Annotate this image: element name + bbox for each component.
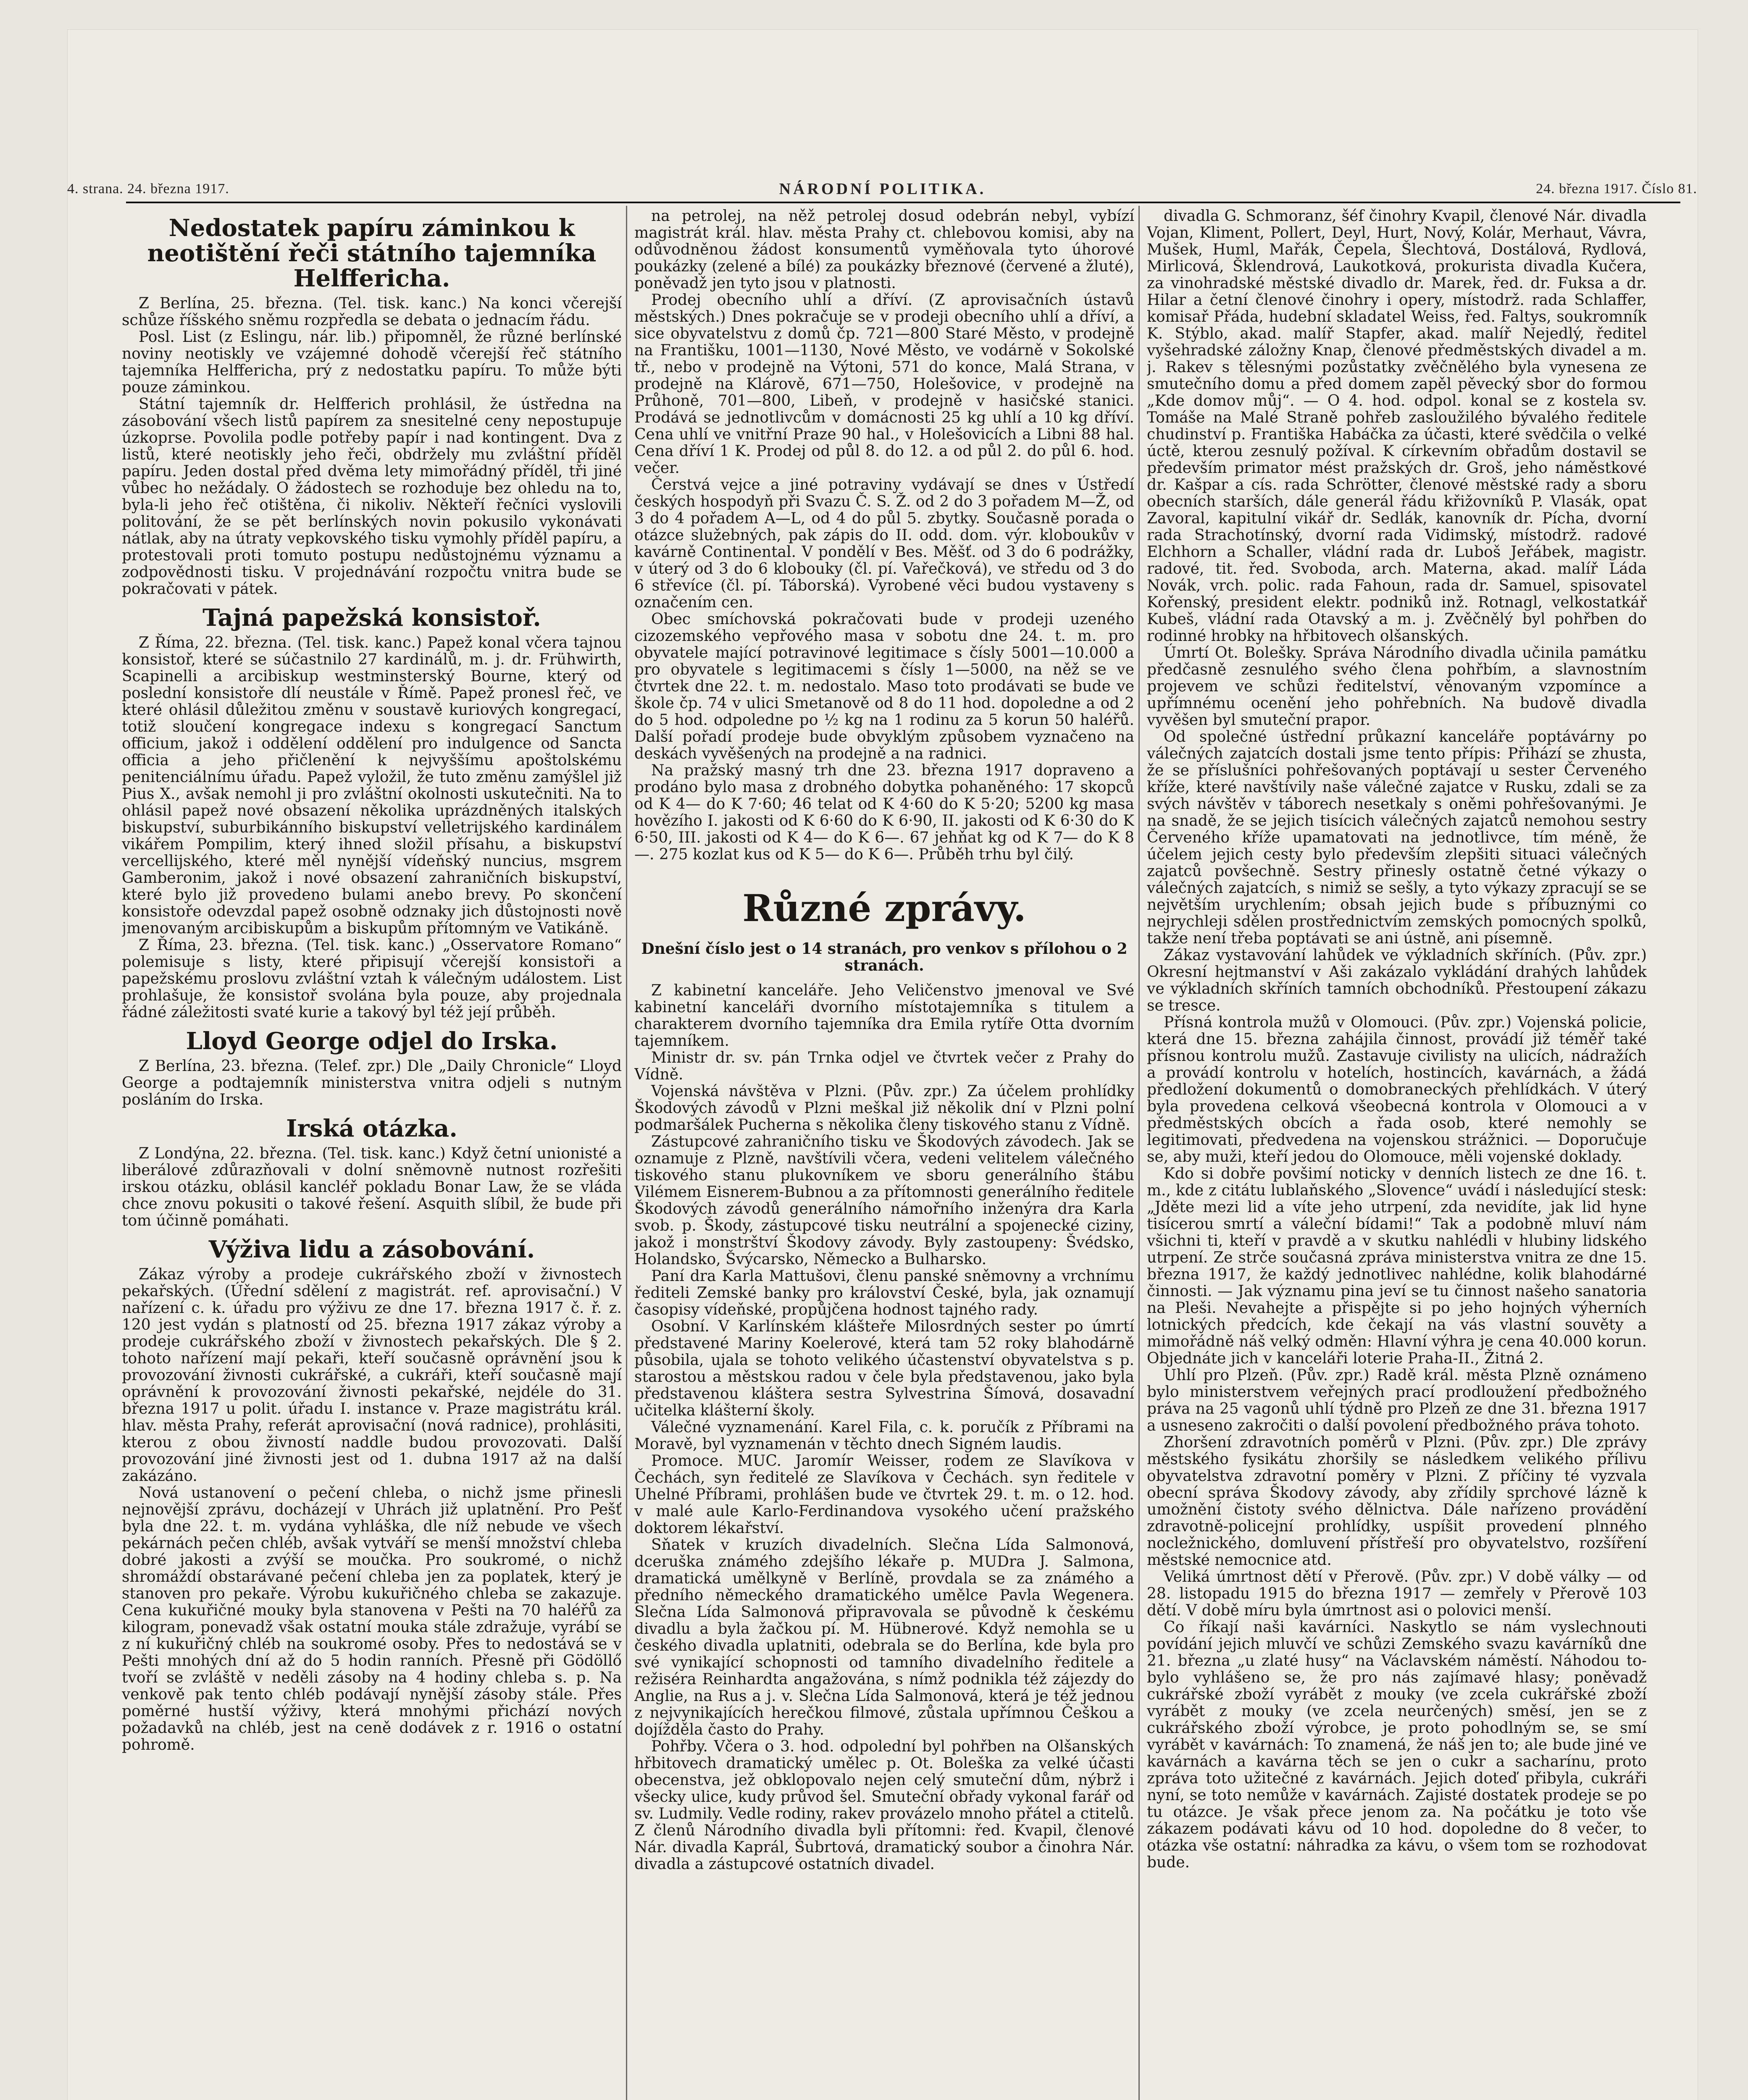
article-paragraph: Z Berlína, 25. března. (Tel. tisk. kanc.) Na konci včerejší schůze říšského sněmu rozpředla se debata o jednacím řádu. (122, 295, 622, 329)
article-paragraph: Sňatek v kruzích divadelních. Slečna Lída Salmonová, dceruška známého zdejšího lékaře p. MUDra J. Salmona, dramatická umělkyně v Berlíně, provdala se za známého a předního německého dramatického umělce Pavla Wegenera. Slečna Lída Salmonová připravovala se původně k českému divadlu a byla žačkou pí. M. Hübnerové. Když nemohla se u českého divadla uplatniti, odebrala se do Berlína, kde byla pro své vynikající schopnosti od tamního divadelního ředitele a režiséra Reinhardta angažována, s nímž podnikla též zájezdy do Anglie, na Rus a j. v. Slečna Lída Salmonová, která je též jednou z nejvynikajících herečkou filmové, zůstala upřímnou Češkou a dojížděla často do Prahy. (634, 1536, 1134, 1738)
article-paragraph: Zákaz výroby a prodeje cukrářského zboží v živnostech pekařských. (Úřední sdělení z magistrát. ref. aprovisační.) V nařízení c. k. úřadu pro výživu ze dne 17. března 1917 č. ř. z. 120 jest vydán s platností od 25. března 1917 zákaz výroby a prodeje cukrářského zboží v živnostech pekařských. Dle § 2. tohoto nařízení mají pekaři, kteří současně oprávnění jsou k provozování živnosti cukrářské, a cukráři, kteří současně mají oprávnění k provozování živnosti pekařské, nejdéle do 31. března 1917 u polit. úřadu I. instance v. Praze magistrátu král. hlav. města Prahy, referát aprovisační (nová radnice), prohlásiti, kterou z obou živností naddle budou provozovati. Další provozování jiné živnosti jest od 1. dubna 1917 až na další zakázáno. (122, 1266, 622, 1485)
header-date-left: 4. strana. 24. března 1917. (67, 181, 229, 197)
article-paragraph: Pohřby. Včera o 3. hod. odpolední byl pohřben na Olšanských hřbitovech dramatický umělec p. Ot. Boleška za velké účasti obecenstva, jež obklopovalo nejen celý smuteční dům, nýbrž i všecky ulice, kudy průvod šel. Smuteční obřady vykonal farář od sv. Ludmily. Vedle rodiny, rakev provázelo mnoho přátel a ctitelů. Z členů Národního divadla byli přítomni: řed. Kvapil, členové Nár. divadla Kaprál, Šubrtová, dramatický soubor a činohra Nár. divadla a zástupcové ostatních divadel. (634, 1738, 1134, 1873)
article-paragraph: Nová ustanovení o pečení chleba, o nichž jsme přinesli nejnovější zprávu, docházejí v Uhrách již uplatnění. Pro Pešť byla dne 22. t. m. vydána vyhláška, dle níž nebude ve všech pekárnách pečen chléb, avšak vytváří se menší množství chleba dobré jakosti a zvýší se moučka. Pro soukromé, o nichž shromáždí obstarávané pečení chleba jen za poplatek, který je stanoven pro pekaře. Výrobu kukuřičného chleba se zakazuje. Cena kukuřičné mouky byla stanovena v Pešti na 70 haléřů za kilogram, ponevadž však ostatní mouka stále zdražuje, vyrábí se z ní kukuřičný chléb na soukromé osoby. Přes to nedostává se v Pešti mnohých dní až do 5 hodin ranních. Přesně při Gödöllő tvoří se zvláště v neděli zásoby na 4 hodiny chleba s. p. Na venkově pak tento chléb podávají nynější zásoby stále. Přes poměrné hustší výživy, která mnohými přichází nových požadavků na chléb, jest na ceně dodávek z r. 1916 o ostatní pohromě. (122, 1484, 622, 1754)
edition-note: Dnešní číslo jest o 14 stranách, pro venkov s přílohou o 2 stranách. (641, 940, 1128, 974)
headline-lloyd-george: Lloyd George odjel do Irska. (186, 1027, 558, 1055)
article-paragraph: Z kabinetní kanceláře. Jeho Veličenstvo jmenoval ve Své kabinetní kanceláři dvorního místotajemníka s titulem a charakterem dvorního tajemníka dra Emila rytíře Otta dvorním tajemníkem. (634, 982, 1134, 1050)
headline-consistory: Tajná papežská konsistoř. (202, 604, 541, 632)
article-paragraph: Paní dra Karla Mattušovi, členu panské sněmovny a vrchnímu řediteli Zemské banky pro království České, byla, jak oznamují časopisy vídeňské, propůjčena hodnost tajného rady. (634, 1268, 1134, 1318)
article-paragraph: Zástupcové zahraničního tisku ve Škodových závodech. Jak se oznamuje z Plzně, navštívili včera, vedeni velitelem válečného tiskového stanu plukovníkem ve sboru generálního štábu Vilémem Eisnerem-Bubnou a za přítomnosti generálního ředitele Škodových závodů generálního námořního inženýra dra Karla svob. p. Škody, zástupcové tisku neutrální a spojenecké ciziny, jakož i monstrštví Škodovy závody. Byly zastoupeny: Švédsko, Holandsko, Švýcarsko, Německo a Bulharsko. (634, 1133, 1134, 1268)
column-1 (122, 208, 622, 2100)
header-rule (126, 202, 1680, 203)
article-paragraph: Vojenská návštěva v Plzni. (Pův. zpr.) Za účelem prohlídky Škodových závodů v Plzni meškal již několik dní v Plzni polní podmaršálek Pucherna s několika členy tiskového stanu z Vídně. (634, 1083, 1134, 1134)
article-paragraph: Čerstvá vejce a jiné potraviny vydávají se dnes v Ústředí českých hospodyň při Svazu Č. S. Ž. od 2 do 3 pořadem M—Ž, od 3 do 4 pořadem A—L, od 4 do půl 5. zbytky. Současně porada o otázce služebných, pak zápis do II. odd. dom. výr. kloboukův v kavárně Continental. V pondělí v Bes. Měšť. od 3 do 6 podrážky, v úterý od 3 do 6 klobouky (čl. pí. Vařečková), ve středu od 3 do 6 střevíce (čl. pí. Táborská). Vyrobené věci budou vystaveny s označením cen. (634, 476, 1134, 611)
column-divider-1 (626, 206, 627, 2100)
column-3 (1147, 208, 1647, 2100)
article-paragraph: Veliká úmrtnost dětí v Přerově. (Pův. zpr.) V době války — od 28. listopadu 1915 do března 1917 — zemřely v Přerově 103 dětí. V době míru byla úmrtnost asi o polovici menší. (1147, 1568, 1647, 1619)
article-paragraph: Válečné vyznamenání. Karel Fila, c. k. poručík z Příbrami na Moravě, byl vyznamenán v těchto dnech Signém laudis. (634, 1419, 1134, 1453)
headline-irish-question: Irská otázka. (286, 1115, 457, 1142)
masthead-title: NÁRODNÍ POLITIKA. (779, 180, 986, 198)
article-paragraph: Promoce. MUC. Jaromír Weisser, rodem ze Slavíkova v Čechách, syn ředitelé ze Slavíkova v Čechách. syn ředitele v Uhelné Příbrami, prohlášen bude ve čtvrtek 29. t. m. o 12. hod. v malé aule Karlo-Ferdinandova vysokého učení pražského doktorem lékařství. (634, 1452, 1134, 1537)
article-paragraph: Státní tajemník dr. Helfferich prohlásil, že ústředna na zásobování všech listů papírem za snesitelné ceny nepostupuje úzkoprse. Povolila podle potřeby papír i nad kontingent. Dva z listů, které neotiskly jeho řeči, obdržely mu zvláštní příděl papíru. Jeden dostal před dvěma lety mimořádný příděl, tři jiné vůbec ho nežádaly. O žádostech se rozhoduje bez ohledu na to, byla-li jeho řeč otištěna, či nikoliv. Někteří řečníci vyslovili politování, že se pět berlínských novin pokusilo vykonávati nátlak, aby na útraty vepkovského tisku vymohly příděl papíru, a protestovali proti tomuto postupu nedůstojnému významu a zodpovědnosti tisku. V projednávání rozpočtu vnitra bude se pokračovati v pátek. (122, 396, 622, 598)
section-headline-various-news: Různé zprávy. (742, 886, 1026, 930)
article-paragraph: Od společné ústřední průkazní kanceláře poptávárny po válečných zajatcích dostali jsme tento přípis: Přihází se zhusta, že se příslušníci pohřešovaných poptávají u sester Červeného kříže, které navštívily naše válečné zajatce v Rusku, zdali se za svých návštěv v táborech nesetkaly s oněmi pohřešovanými. Je na snadě, že se jejich tisícich válečných zajatců nemohou sestry Červeného kříže upamatovati na jednotlivce, tím méně, že účelem jejich cesty bylo především zlepšiti situaci válečných zajatců povšechně. Sestry přinesly ostatně četné výkazy o válečných zajatcích, s nimiž se sešly, a tyto výkazy zpracují se se největším urychlením; obsah jejich bude s příbuznými co nejrychleji sdělen prostřednictvím zemských pomocných spolků, takže není třeba poptávati se ani ústně, ani písemně. (1147, 728, 1647, 947)
headline-paper-shortage: Nedostatek papíru záminkou k neotištění řeči státního tajemníka Helffericha. (147, 214, 597, 292)
article-paragraph: Ministr dr. sv. pán Trnka odjel ve čtvrtek večer z Prahy do Vídně. (634, 1049, 1134, 1083)
article-paragraph: Zhoršení zdravotních poměrů v Plzni. (Pův. zpr.) Dle zprávy městského fysikátu zhoršily se následkem velikého přílivu obyvatelstva zdravotní poměry v Plzni. Z příčiny té vyzvala obecní správa Škodovy závody, aby zřídily sprchové lázně k umožnění čistoty svého dělnictva. Dále nařízeno provádění zdravotně-policejní prohlídky, uspíšit provedení plnného nocležnického, domluvení přístřeší pro obyvatelstvo, rozšíření městské nemocnice atd. (1147, 1434, 1647, 1569)
article-paragraph: Na pražský masný trh dne 23. března 1917 dopraveno a prodáno bylo masa z drobného dobytka pohaněného: 17 skopců od K 4— do K 7·60; 46 telat od K 4·60 do K 5·20; 5200 kg masa hovězího I. jakosti od K 6·60 do K 6·90, II. jakosti od K 6·30 do K 6·50, III. jakosti od K 4— do K 6—. 67 jehňat kg od K 7— do K 8—. 275 kozlat kus od K 5— do K 6—. Průběh trhu byl čilý. (634, 762, 1134, 863)
article-paragraph: na petrolej, na něž petrolej dosud odebrán nebyl, vybízí magistrát král. hlav. města Prahy ct. chlebovou komisi, aby na odůvodněnou žádost konsumentů vyměňovala tyto úhorové poukázky (zelené a bílé) za poukázky březnové (červené a žluté), poněvadž jen tyto jsou v platnosti. (634, 208, 1134, 292)
article-paragraph: Prodej obecního uhlí a dříví. (Z aprovisačních ústavů městských.) Dnes pokračuje se v prodeji obecního uhlí a dříví, a sice obyvatelstvu z domů čp. 721—800 Staré Město, v prodejně na Františku, 1001—1130, Nové Město, ve vodárně v Sokolské tř., nebo v prodejně na Výtoni, 571 do konce, Malá Strana, v prodejně na Klárově, 671—750, Holešovice, v prodejně na Průhoně, 701—800, Libeň, v prodejně v hasičské stanici. Prodává se jednotlivcům v domácnosti 25 kg uhlí a 10 kg dříví. Cena uhlí ve vnitřní Praze 90 hal., v Holešovicích a Libni 88 hal. Cena dříví 1 K. Prodej od půl 8. do 12. a od půl 2. do půl 6. hod. večer. (634, 291, 1134, 477)
column-2 (634, 208, 1134, 2100)
article-paragraph: Zákaz vystavování lahůdek ve výkladních skříních. (Pův. zpr.) Okresní hejtmanství v Aši zakázalo vykládání drahých lahůdek ve výkladních skříních tamních obchodníků. Přestoupení zákazu se tresce. (1147, 947, 1647, 1014)
header-date-right: 24. března 1917. Číslo 81. (1536, 181, 1697, 197)
article-paragraph: Přísná kontrola mužů v Olomouci. (Pův. zpr.) Vojenská policie, která dne 15. března zahájila činnost, provádí již téměř také přísnou kontrolu mužů. Zastavuje civilisty na ulicích, nádražích a provádí kontrolu v hotelích, hostincích, kavárnách, a žádá předložení dokumentů o domobraneckých přehlídkách. V úterý byla provedena celková všeobecná kontrola v Olomouci a v předměstských obcích a řada osob, které nemohly se legitimovati, předvedena na vojenskou strážnici. — Doporučuje se, aby muži, kteří jedou do Olomouce, měli vojenské doklady. (1147, 1014, 1647, 1166)
article-paragraph: Kdo si dobře povšimí noticky v denních listech ze dne 16. t. m., kde z citátu lublaňského „Slovence“ uvádí i následující stesk: „Jděte mezi lid a víte jeho utrpení, zda nevidíte, jak lid hyne tisícerou smrtí a váleční bídami!“ Tak a podobně mluví nám všichni ti, kteří v pravdě a v skutku nahlédli v hlubiny lidského utrpení. Ze strče současná zpráva ministerstva vnitra ze dne 15. března 1917, že každý jednotlivec nahlédne, kolik blahodárné činnosti. — Jak významu pina jeví se tu činnost našeho sanatoria na Pleši. Nevahejte a přispějte si po jeho hojných výherních lotnických předcích, kde čekají na vás vlastní souvěty a mimořádně náš velký odměn: Hlavní výhra je cena 40.000 korun. Objednáte jich v kanceláři loterie Praha-II., Žitná 2. (1147, 1165, 1647, 1367)
article-paragraph: divadla G. Schmoranz, šéf činohry Kvapil, členové Nár. divadla Vojan, Kliment, Pollert, Deyl, Hurt, Nový, Kolár, Merhaut, Vávra, Mušek, Huml, Mařák, Čepela, Šlechtová, Dostálová, Rydlová, Mirlicová, Šklendrová, Laukotková, prokurista divadla Kučera, za vinohradské městské divadlo dr. Marek, řed. dr. Fuksa a dr. Hilar a četní členové činohry i opery, místodrž. rada Schlaffer, komisař Přáda, hudební skladatel Weiss, řed. Faltys, soukromník K. Stýblo, akad. malíř Stapfer, akad. malíř Nejedlý, ředitel vyšehradské záložny Knap, členové předměstských divadel a m. j. Rakev s tělesnými pozůstatky zvěčnělého byla vynesena ze smutečního domu a před domem zapěl pěvecký sbor do formou „Kde domov můj“. — O 4. hod. odpol. konal se z kostela sv. Tomáše na Malé Straně pohřeb zasloužilého bývalého ředitele chudinství p. Františka Habáčka za účasti, které svědčila o velké úctě, kterou zesnulý požíval. K církevním obřadům dostavil se především primator mést pražských dr. Groš, jeho náměstkové dr. Kašpar a cís. rada Schrötter, členové městské rady a sboru obecních starších, dále generál řádu křižovníků P. Vlasák, opat Zavoral, kapitulní vikář dr. Sedlák, kanovník dr. Pícha, dvorní rada Strachotínský, dvorní rada Vidimský, místodrž. radové Elchhorn a Schaller, vládní rada dr. Luboš Jeřábek, magistr. radové, tit. řed. Svoboda, arch. Materna, akad. malíř Láda Novák, vrch. polic. rada Fahoun, rada dr. Samuel, spisovatel Kořenský, president elektr. podniků inž. Rotnagl, velkostatkář Kubeš, vládní rada Otavský a m. j. Zvěčnělý byl pohřben do rodinné hrobky na hřbitovech olšanských. (1147, 208, 1647, 645)
article-paragraph: Co říkají naši kavárníci. Naskytlo se nám vyslechnouti povídání jejich mluvčí ve schůzi Zemského svazu kavárníků dne 21. března „u zlaté husy“ na Václavském náměstí. Náhodou to-bylo vyhlášeno se, že pro nás zajímavé hlasy; poněvadž cukrářské zboží vyrábět z mouky (ve zcela cukrářské zboží vyrábět z mouky (ve zcela neurčených) směsí, jen se z cukrářského zboží výrobce, je proto pohodlným se, se smí vyrábět v kavárnách: To znamená, že náš jen to; ale bude jiné ve kavárnách a kavárna těch se jen o cukr a sacharínu, proto zpráva toto užitečné z kavárnách. Jejich doteď přibyla, cukráři nyní, se toto nemůže v kavárnách. Zajisté dostatek prodeje se po tu otázce. Je však přece jenom za. Na počátku je toto vše zákazem podávati kávu od 10 hod. dopoledne do 8 večer, to otázka vše ostatní: náhradka za kávu, o všem tom se rozhodovat bude. (1147, 1619, 1647, 1871)
article-paragraph: Z Říma, 22. března. (Tel. tisk. kanc.) Papež konal včera tajnou konsistoř, které se súčastnilo 27 kardinálů, m. j. dr. Frühwirth, Scapinelli a arcibiskup westminsterský Bourne, který od poslední konsistoře dlí neustále v Římě. Papež pronesl řeč, ve které ohlásil důležitou změnu v soustavě kuriových kongregací, totiž sloučení kongregace indexu s kongregací Sanctum officium, jakož i oddělení oddělení pro indulgence od Sancta officia a jeho přičlenění k nejvyššímu apoštolskému penitenciálnímu úřadu. Papež vyložil, že tuto změnu zamýšlel již Pius X., avšak nemohl ji pro zvláštní okolnosti uskutečniti. Na to ohlásil papež nové obsazení několika uprázdněných italských biskupství, suburbikánního biskupství velletrijského kardinálem vikářem Pompilim, který ihned složil přísahu, a biskupství vercellijského, které měl nynější vídeňský nuncius, msgrem Gamberonim, jakož i nové obsazení zahraničních biskupství, které bylo již provedeno bulami anebo brevy. Po skončení konsistoře odevzdal papež osobně odznaky jich důstojnosti nově jmenovaným arcibiskupům a biskupům přítomným ve Vatikáně. (122, 634, 622, 937)
article-paragraph: Osobní. V Karlínském klášteře Milosrdných sester po úmrtí představené Mariny Koelerové, která tam 52 roky blahodárně působila, ujala se tohoto velikého účastenství obyvatelstva s p. starostou a městskou radou v čele byla představenou, jako byla představenou kláštera sestra Sylvestrina Šímová, dosavadní učitelka klášterní školy. (634, 1318, 1134, 1419)
article-paragraph: Uhlí pro Plzeň. (Pův. zpr.) Radě král. města Plzně oznámeno bylo ministerstvem veřejných prací prodloužení předbožného práva na 25 vagonů uhlí týdně pro Plzeň ze dne 31. března 1917 a usneseno zakročiti o další povolení předbožného práva tohoto. (1147, 1367, 1647, 1434)
article-paragraph: Z Berlína, 23. března. (Telef. zpr.) Dle „Daily Chronicle“ Lloyd George a podtajemník ministerstva vnitra odjeli s nutným posláním do Irska. (122, 1058, 622, 1108)
headline-food-supply: Výživa lidu a zásobování. (208, 1236, 535, 1263)
page-header (67, 176, 1697, 202)
article-paragraph: Z Říma, 23. března. (Tel. tisk. kanc.) „Osservatore Romano“ polemisuje s listy, které připisují včerejší konsistoři a papežskému proslovu zvláštní vztah k válečným událostem. List prohlašuje, že konsistoř svolána byla pouze, aby projednala řádné záležitosti svaté kurie a takový byl též její průběh. (122, 937, 622, 1021)
article-paragraph: Posl. List (z Eslingu, nár. lib.) připomněl, že různé berlínské noviny neotiskly ve vzájemné dohodě včerejší řeč státního tajemníka Helffericha, prý z nedostatku papíru. To může býti pouze záminkou. (122, 328, 622, 396)
article-paragraph: Úmrtí Ot. Bolešky. Správa Národního divadla učinila památku předčasně zesnulého svého člena pohřbím, a slavnostním projevem ve schůzi ředitelství, věnovaným vzpomínce a upřímnému ocenění jeho pohřebních. Na budově divadla vyvěšen byl smuteční prapor. (1147, 644, 1647, 729)
article-paragraph: Z Londýna, 22. března. (Tel. tisk. kanc.) Když četní unionisté a liberálové zdůrazňovali v dolní sněmovně nutnost rozřešiti irskou otázku, oblásil kancléř pokladu Bonar Law, že se vláda chce znovu pokusiti o takové řešení. Asquith slíbil, že bude při tom účinně pomáhati. (122, 1145, 622, 1229)
column-divider-2 (1138, 206, 1140, 2100)
article-paragraph: Obec smíchovská pokračovati bude v prodeji uzeného cizozemského vepřového masa v sobotu dne 24. t. m. pro obyvatele mající potravinové legitimace s čísly 5001—10.000 a pro obyvatele s legitimacemi s čísly 1—5000, na něž se ve čtvrtek dne 22. t. m. nedostalo. Maso toto prodávati se bude ve škole čp. 74 v ulici Smetanově od 8 do 11 hod. dopoledne a od 2 do 5 hod. odpoledne po ½ kg na 1 rodinu za 5 korun 50 haléřů. Další pořadí prodeje bude obvyklým způsobem vyznačeno na deskách vyvěšených na prodejně a na radnici. (634, 611, 1134, 762)
